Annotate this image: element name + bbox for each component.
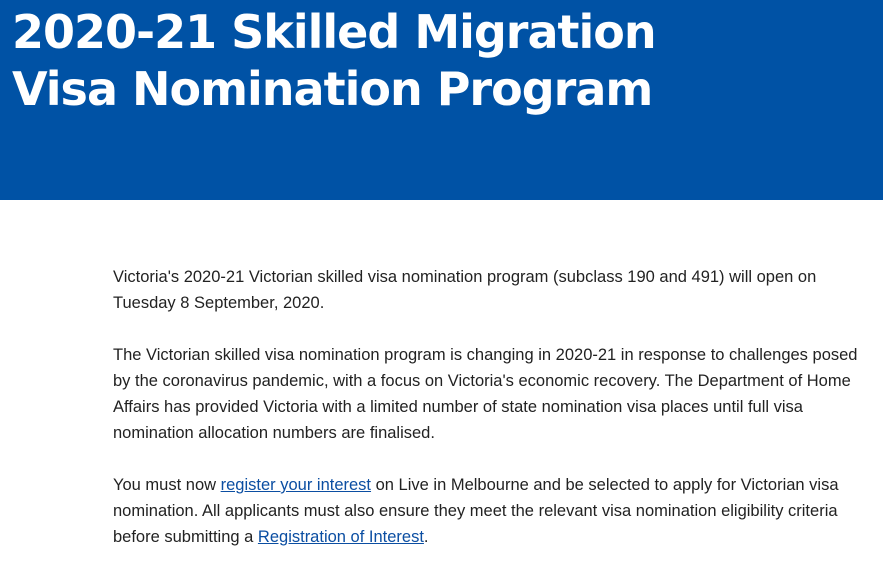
program-change-paragraph: The Victorian skilled visa nomination program is changing in 2020-21 in response to challenges posed by the coronavirus pandemic, with a focus on Victoria's economic recovery. The Department of Home Affairs has provided Victoria with a limited number of state nomination visa places until full visa nomination allocation numbers are finalised. [113,346,858,442]
registration-of-interest-link[interactable]: Registration of Interest [257,528,424,546]
registration-text-end: . [423,528,429,546]
article-body [113,264,879,576]
register-interest-link[interactable]: register your interest [220,476,372,494]
registration-text-start: You must now [113,476,221,494]
page-title [12,4,872,118]
page-title-line-1: 2020-21 Skilled Migration [12,5,656,59]
page-hero-banner [0,0,883,200]
intro-paragraph: Victoria's 2020-21 Victorian skilled visa nomination program (subclass 190 and 491) will open on Tuesday 8 September, 2020. [113,268,817,312]
registration-text-middle: on Live in Melbourne and be selected to apply for Victorian visa nomination. All applicants must also ensure they meet the relevant visa nomination eligibility criteria before submitting a [113,476,839,546]
page-title-line-2: Visa Nomination Program [12,62,653,116]
registration-paragraph [113,472,879,550]
